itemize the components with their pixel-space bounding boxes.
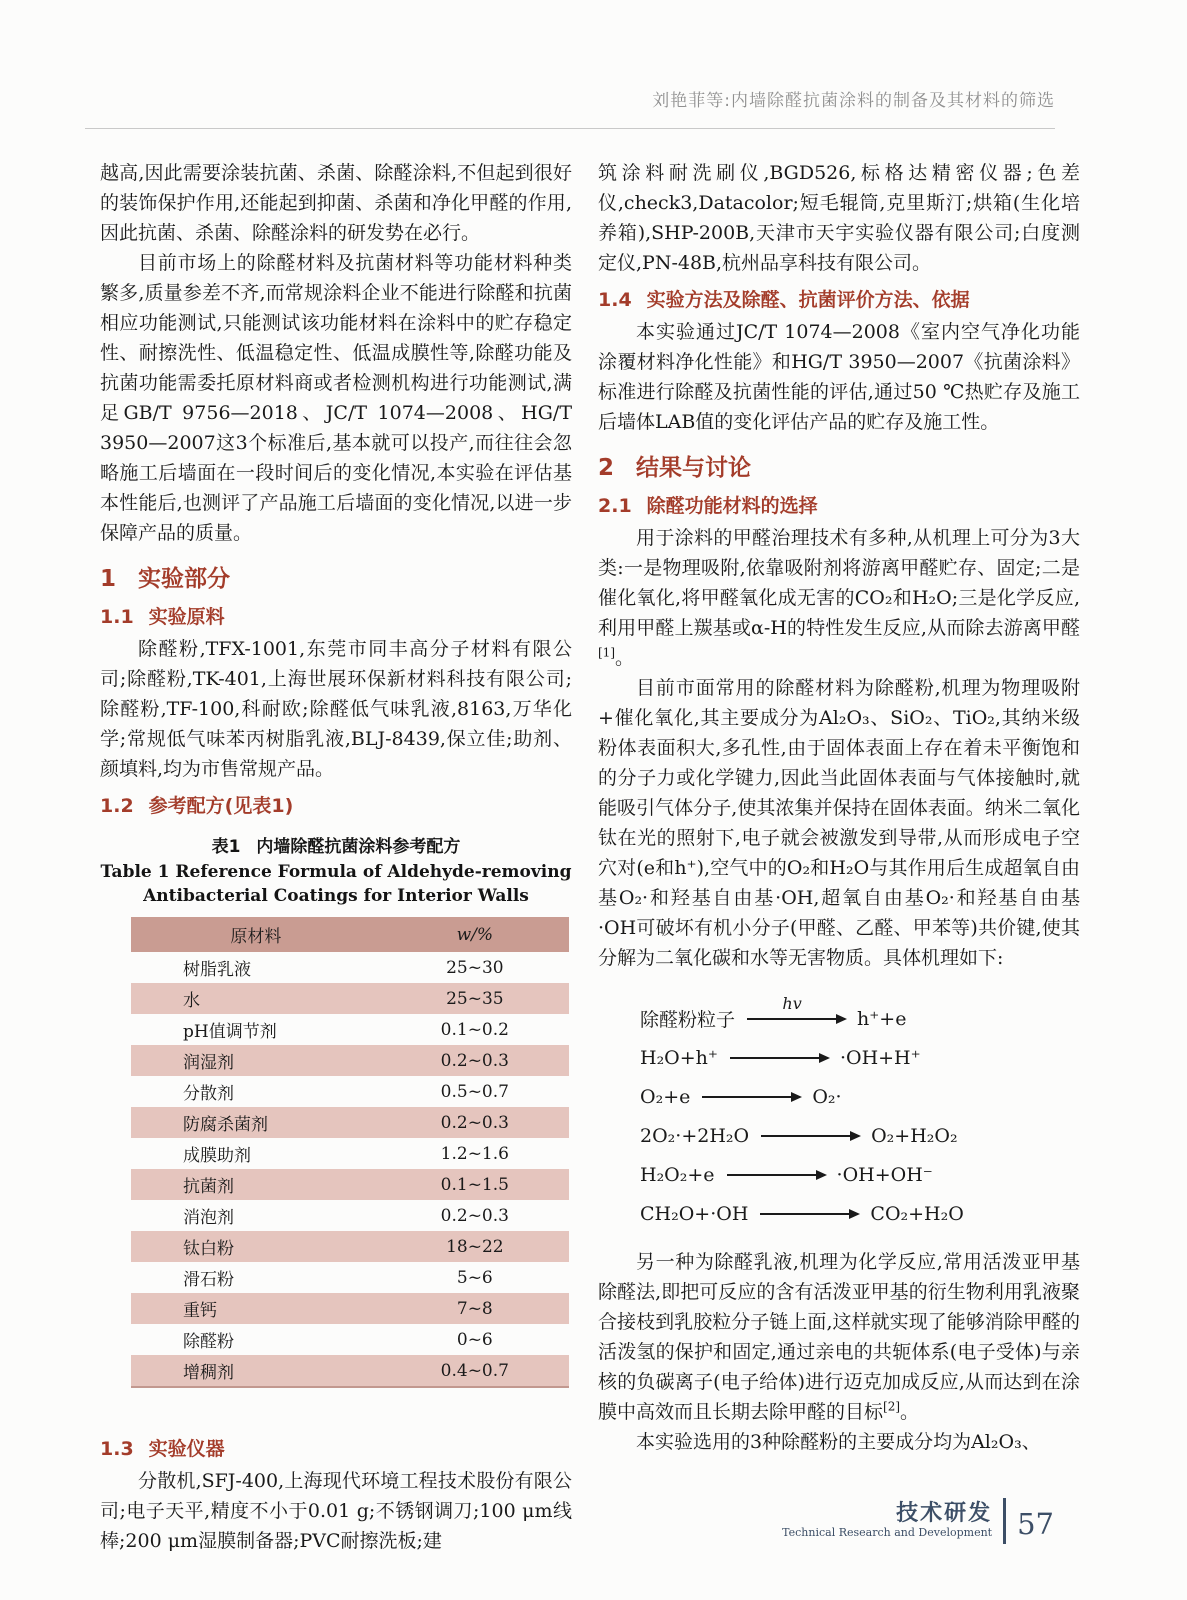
equation-lhs: H₂O+h⁺ bbox=[640, 1046, 718, 1069]
equation-rhs: h⁺+e bbox=[857, 1007, 907, 1030]
section-1-2-heading bbox=[100, 791, 572, 818]
paragraph-instruments-continued: 筑涂料耐洗刷仪,BGD526,标格达精密仪器;色差仪,check3,Datacolor;短毛辊筒,克里斯汀;烘箱(生化培养箱),SHP-200B,天津市天宇实验仪器有限公司;白度测定仪,PN-48B,杭州品享科技有限公司。 bbox=[598, 162, 1080, 274]
reaction-equation-4 bbox=[640, 1116, 1080, 1155]
paragraph-treatment-mechanisms bbox=[598, 523, 1080, 673]
reaction-arrow-icon bbox=[702, 1096, 800, 1098]
reaction-arrow-icon bbox=[747, 993, 845, 1020]
paragraph-aldehyde-emulsion bbox=[598, 1247, 1080, 1427]
paragraph-raw-materials: 除醛粉,TFX-1001,东莞市同丰高分子材料有限公司;除醛粉,TK-401,上海世展环保新材料科技有限公司;除醛粉,TF-100,科耐欧;除醛低气味乳液,8163,万华化学;常规低气味苯丙树脂乳液,BLJ-8439,保立佳;助剂、颜填料,均为市售常规产品。 bbox=[100, 638, 572, 780]
page-number: 57 bbox=[1017, 1507, 1054, 1541]
paragraph-method: 本实验通过JC/T 1074—2008《室内空气净化功能涂覆材料净化性能》和HG/T 3950—2007《抗菌涂料》标准进行除醛及抗菌性能的评估,通过50 ℃热贮存及施工后墙体LAB值的变化评估产品的贮存及施工性。 bbox=[598, 321, 1080, 433]
table-row bbox=[131, 1045, 569, 1076]
reaction-equation-2 bbox=[640, 1038, 1080, 1077]
paragraph-instruments: 分散机,SFJ-400,上海现代环境工程技术股份有限公司;电子天平,精度不小于0.01 g;不锈钢调刀;100 μm线棒;200 μm湿膜制备器;PVC耐擦洗板;建 bbox=[100, 1470, 572, 1552]
left-column bbox=[100, 158, 572, 1556]
table-header-row bbox=[131, 917, 569, 952]
material-name: 滑石粉 bbox=[183, 1270, 234, 1290]
material-value: 0.2~0.3 bbox=[440, 1050, 509, 1071]
column-header-mass-fraction: w/% bbox=[381, 917, 569, 952]
section-1-heading bbox=[100, 560, 572, 593]
column-header-material: 原材料 bbox=[131, 917, 381, 952]
equation-lhs: CH₂O+·OH bbox=[640, 1202, 749, 1225]
section-1-3-number: 1.3 bbox=[100, 1438, 134, 1460]
table-row bbox=[131, 1262, 569, 1293]
right-column bbox=[598, 158, 1080, 1457]
equation-rhs: ·OH+H⁺ bbox=[839, 1046, 921, 1069]
material-name: pH值调节剂 bbox=[183, 1022, 277, 1042]
section-2-heading bbox=[598, 449, 1080, 482]
material-name: 成膜助剂 bbox=[183, 1146, 251, 1166]
table-row bbox=[131, 1138, 569, 1169]
material-name: 消泡剂 bbox=[183, 1208, 234, 1228]
table-row bbox=[131, 1107, 569, 1138]
material-name: 增稠剂 bbox=[183, 1363, 234, 1383]
table-row bbox=[131, 1169, 569, 1200]
footer-divider bbox=[1003, 1498, 1006, 1544]
section-1-3-title: 实验仪器 bbox=[148, 1438, 225, 1460]
section-1-title: 实验部分 bbox=[138, 566, 231, 592]
table-1-caption-en-line1: Table 1 Reference Formula of Aldehyde-removing bbox=[100, 862, 572, 882]
equation-lhs: O₂+e bbox=[640, 1085, 691, 1108]
reaction-arrow-icon bbox=[760, 1213, 858, 1215]
equation-rhs: O₂+H₂O₂ bbox=[871, 1124, 958, 1147]
section-1-4-heading bbox=[598, 285, 1080, 312]
reaction-equation-1 bbox=[640, 993, 1080, 1038]
table-1-caption-zh bbox=[100, 834, 572, 860]
table-row bbox=[131, 1355, 569, 1387]
reference-formula-table bbox=[131, 917, 569, 1388]
reaction-arrow-icon bbox=[730, 1057, 828, 1059]
section-1-1-number: 1.1 bbox=[100, 606, 134, 628]
section-1-2-title: 参考配方(见表1) bbox=[148, 795, 294, 817]
table-row bbox=[131, 1076, 569, 1107]
equation-rhs: CO₂+H₂O bbox=[870, 1202, 964, 1225]
table-row bbox=[131, 1231, 569, 1262]
equation-lhs: 除醛粉粒子 bbox=[640, 1009, 736, 1031]
reaction-equations bbox=[598, 993, 1080, 1233]
header-rule bbox=[85, 128, 1055, 129]
material-value: 0.5~0.7 bbox=[440, 1081, 509, 1102]
section-1-4-title: 实验方法及除醛、抗菌评价方法、依据 bbox=[646, 289, 970, 311]
footer-section-en: Technical Research and Development bbox=[782, 1526, 993, 1539]
paragraph-text: 用于涂料的甲醛治理技术有多种,从机理上可分为3大类:一是物理吸附,依靠吸附剂将游离甲醛贮存、固定;二是催化氧化,将甲醛氧化成无害的CO₂和H₂O;三是化学反应,利用甲醛上羰基或α-H的特性发生反应,从而除去游离甲醛 bbox=[598, 527, 1080, 639]
material-name: 分散剂 bbox=[183, 1084, 234, 1104]
table-1-label: 表1 bbox=[211, 837, 241, 857]
running-head-title: 刘艳菲等:内墙除醛抗菌涂料的制备及其材料的筛选 bbox=[652, 91, 1055, 111]
footer-section-label bbox=[782, 1502, 992, 1540]
table-row bbox=[131, 1200, 569, 1231]
paragraph-carryover: 越高,因此需要涂装抗菌、杀菌、除醛涂料,不但起到很好的装饰保护作用,还能起到抑菌、杀菌和净化甲醛的作用,因此抗菌、杀菌、除醛涂料的研发势在必行。 bbox=[100, 162, 572, 244]
arrow-label-hv: hv bbox=[782, 993, 802, 1013]
material-name: 钛白粉 bbox=[183, 1239, 234, 1259]
paragraph-selected-powders: 本实验选用的3种除醛粉的主要成分均为Al₂O₃、 bbox=[636, 1431, 1041, 1453]
material-value: 0.2~0.3 bbox=[440, 1205, 509, 1226]
table-row bbox=[131, 1293, 569, 1324]
material-value: 0.1~1.5 bbox=[440, 1174, 509, 1195]
section-2-1-title: 除醛功能材料的选择 bbox=[646, 495, 818, 517]
citation-ref-2: [2] bbox=[883, 1399, 901, 1414]
reaction-equation-3 bbox=[640, 1077, 1080, 1116]
material-value: 0.4~0.7 bbox=[440, 1360, 509, 1381]
paragraph-aldehyde-powder: 目前市面常用的除醛材料为除醛粉,机理为物理吸附+催化氧化,其主要成分为Al₂O₃、SiO₂、TiO₂,其纳米级粉体表面积大,多孔性,由于固体表面上存在着未平衡饱和的分子力或化学键力,因此当此固体表面与气体接触时,就能吸引气体分子,使其浓集并保持在固体表面。纳米二氧化钛在光的照射下,电子就会被激发到导带,从而形成电子空穴对(e和h⁺),空气中的O₂和H₂O与其作用后生成超氧自由基O₂·和羟基自由基·OH,超氧自由基O₂·和羟基自由基·OH可破坏有机小分子(甲醛、乙醛、甲苯等)共价键,使其分解为二氧化碳和水等无害物质。具体机理如下: bbox=[598, 677, 1080, 969]
material-name: 除醛粉 bbox=[183, 1332, 234, 1352]
material-name: 防腐杀菌剂 bbox=[183, 1115, 268, 1135]
material-name: 抗菌剂 bbox=[183, 1177, 234, 1197]
material-name: 重钙 bbox=[183, 1301, 217, 1321]
material-name: 树脂乳液 bbox=[183, 960, 251, 980]
material-value: 0.1~0.2 bbox=[440, 1019, 509, 1040]
material-value: 18~22 bbox=[446, 1236, 504, 1257]
material-value: 1.2~1.6 bbox=[440, 1143, 509, 1164]
citation-ref-1: [1] bbox=[598, 645, 615, 660]
material-value: 25~35 bbox=[446, 988, 504, 1009]
material-name: 润湿剂 bbox=[183, 1053, 234, 1073]
section-1-2-number: 1.2 bbox=[100, 795, 134, 817]
table-1-caption-en-line2: Antibacterial Coatings for Interior Walls bbox=[143, 886, 529, 906]
footer-section-zh: 技术研发 bbox=[896, 1501, 993, 1526]
paragraph-tail: 。 bbox=[900, 1401, 920, 1423]
section-2-1-number: 2.1 bbox=[598, 495, 632, 517]
reaction-arrow-icon bbox=[761, 1135, 859, 1137]
material-value: 0~6 bbox=[456, 1329, 493, 1350]
table-row bbox=[131, 1324, 569, 1355]
reaction-equation-5 bbox=[640, 1155, 1080, 1194]
equation-lhs: 2O₂·+2H₂O bbox=[640, 1124, 750, 1147]
section-2-1-heading bbox=[598, 491, 1080, 518]
paragraph-text: 另一种为除醛乳液,机理为化学反应,常用活泼亚甲基除醛法,即把可反应的含有活泼亚甲基的衍生物利用乳液聚合接枝到乳胶粒分子链上面,这样就实现了能够消除甲醛的活泼氢的保护和固定,通过亲电的共轭体系(电子受体)与亲核的负碳离子(电子给体)进行迈克加成反应,从而达到在涂膜中高效而且长期去除甲醛的目标 bbox=[598, 1251, 1080, 1423]
section-1-3-heading bbox=[100, 1434, 572, 1461]
section-2-title: 结果与讨论 bbox=[636, 455, 752, 481]
table-1-title-zh: 内墙除醛抗菌涂料参考配方 bbox=[256, 837, 461, 857]
material-value: 25~30 bbox=[446, 957, 504, 978]
material-name: 水 bbox=[183, 991, 200, 1011]
reaction-equation-6 bbox=[640, 1194, 1080, 1233]
section-1-1-heading bbox=[100, 602, 572, 629]
page-footer bbox=[782, 1498, 1054, 1544]
paragraph-market-overview: 目前市场上的除醛材料及抗菌材料等功能材料种类繁多,质量参差不齐,而常规涂料企业不能进行除醛和抗菌相应功能测试,只能测试该功能材料在涂料中的贮存稳定性、耐擦洗性、低温稳定性、低温成膜性等,除醛功能及抗菌功能需委托原材料商或者检测机构进行功能测试,满足GB/T 9756—2018、JC/T 1074—2008、HG/T 3950—2007这3个标准后,基本就可以投产,而往往会忽略施工后墙面在一段时间后的变化情况,本实验在评估基本性能后,也测评了产品施工后墙面的变化情况,以进一步保障产品的质量。 bbox=[100, 252, 572, 544]
table-row bbox=[131, 983, 569, 1014]
paragraph-tail: 。 bbox=[615, 647, 635, 669]
equation-lhs: H₂O₂+e bbox=[640, 1163, 715, 1186]
table-row bbox=[131, 952, 569, 983]
reaction-arrow-icon bbox=[727, 1174, 825, 1176]
material-value: 5~6 bbox=[456, 1267, 493, 1288]
equation-rhs: O₂· bbox=[812, 1085, 842, 1108]
material-value: 0.2~0.3 bbox=[440, 1112, 509, 1133]
section-1-number: 1 bbox=[100, 566, 117, 592]
table-row bbox=[131, 1014, 569, 1045]
equation-rhs: ·OH+OH⁻ bbox=[836, 1163, 933, 1186]
material-value: 7~8 bbox=[456, 1298, 493, 1319]
section-2-number: 2 bbox=[598, 455, 615, 481]
section-1-1-title: 实验原料 bbox=[148, 606, 225, 628]
section-1-4-number: 1.4 bbox=[598, 289, 632, 311]
